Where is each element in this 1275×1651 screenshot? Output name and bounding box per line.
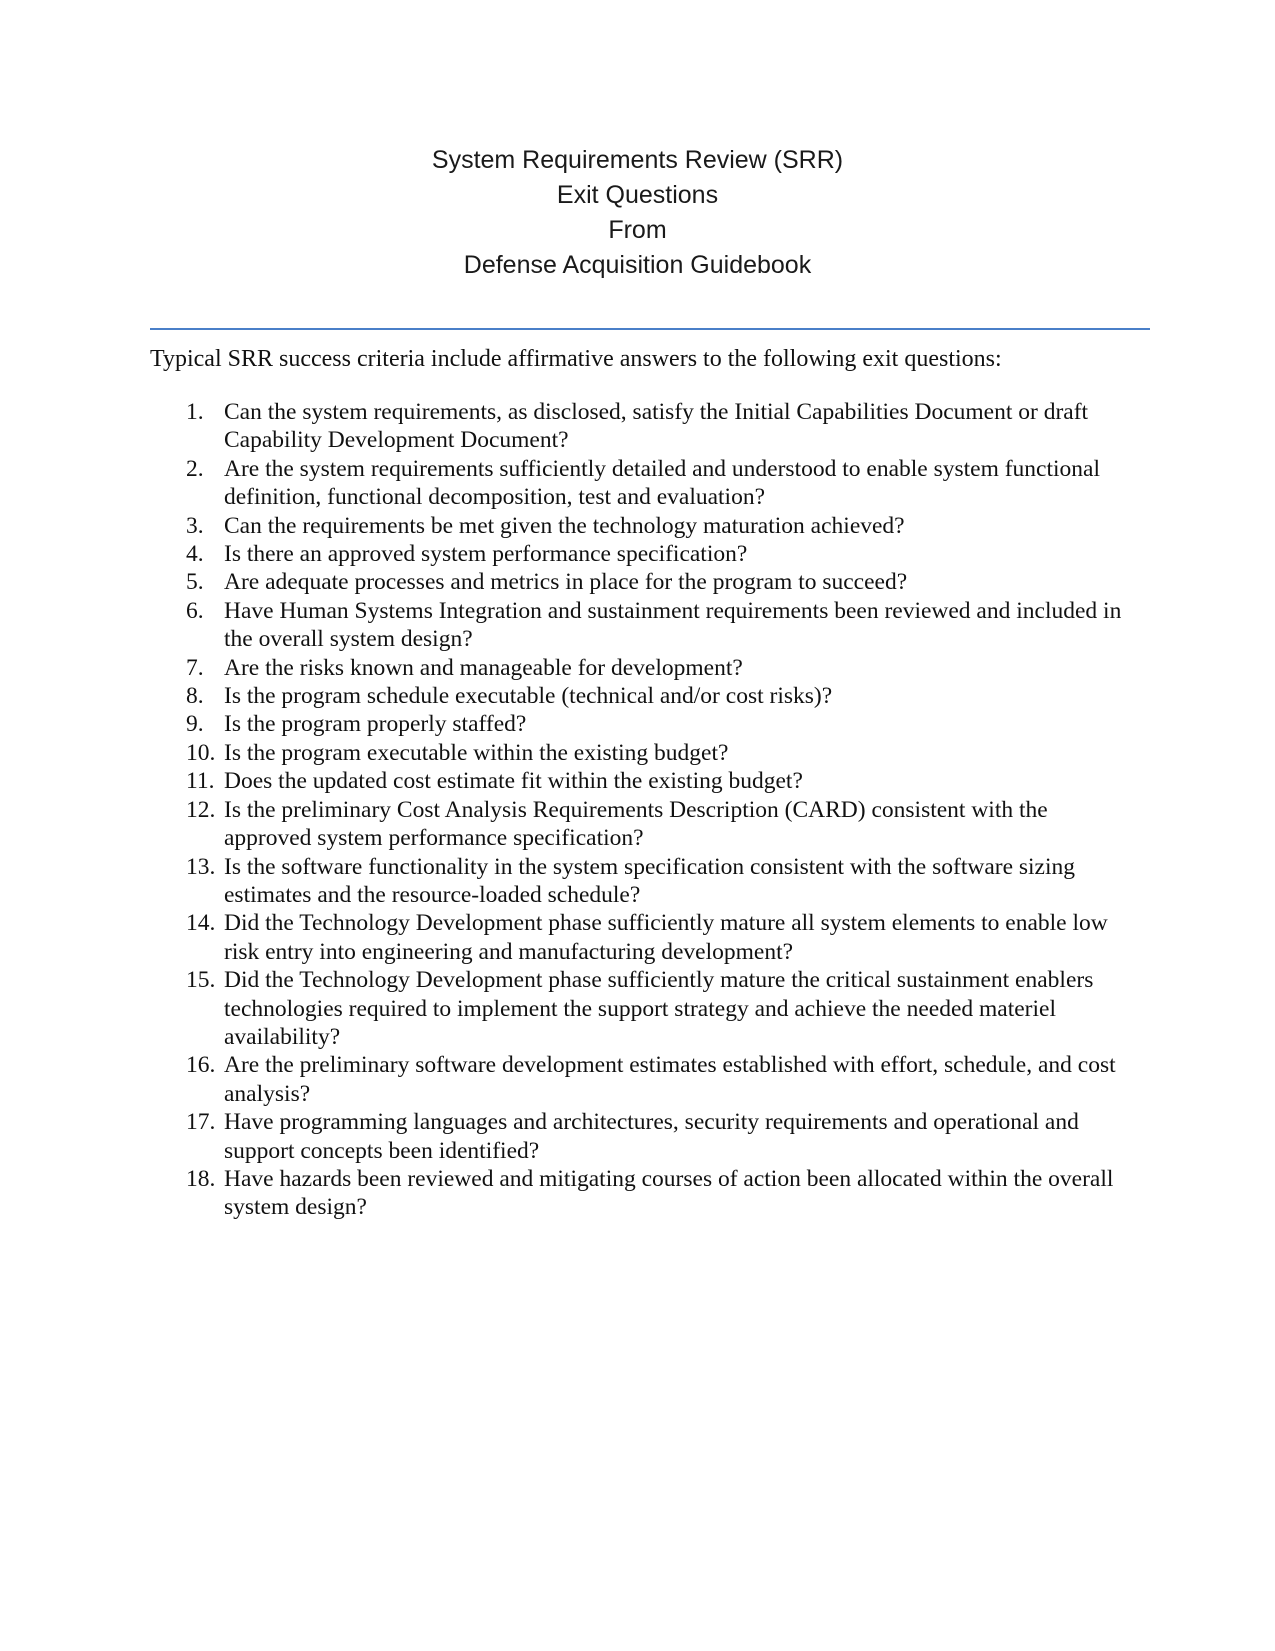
list-item-text: Is there an approved system performance specification? <box>224 541 748 568</box>
list-item-text: Have hazards been reviewed and mitigating courses of action been allocated within the overall system design? <box>224 1165 1114 1221</box>
list-item-text: Are the preliminary software development estimates established with effort, schedule, and cost analysis? <box>224 1052 1116 1107</box>
list-item <box>150 966 1130 1051</box>
list-item <box>150 540 1130 568</box>
list-item-number: 2. <box>186 455 204 482</box>
list-item-text: Is the program properly staffed? <box>224 711 527 738</box>
list-item <box>150 1108 1130 1165</box>
list-item-text: Are the system requirements sufficiently detailed and understood to enable system functional definition, functional decomposition, test and evaluation? <box>224 455 1101 511</box>
list-item <box>150 568 1130 596</box>
exit-questions-list <box>150 398 1130 1222</box>
title-divider <box>150 328 1150 330</box>
list-item-text: Are adequate processes and metrics in place for the program to succeed? <box>224 569 908 596</box>
list-item-number: 8. <box>186 683 204 710</box>
list-item-text: Is the program executable within the existing budget? <box>224 739 729 766</box>
list-item-number: 17. <box>186 1109 216 1136</box>
list-item-number: 1. <box>186 399 204 425</box>
list-item <box>150 597 1130 654</box>
list-item-number: 14. <box>186 910 216 937</box>
list-item <box>150 909 1130 966</box>
title-line: Exit Questions <box>556 181 719 209</box>
list-item-text: Can the requirements be met given the technology maturation achieved? <box>224 512 905 539</box>
title-line: From <box>608 216 667 244</box>
list-item <box>150 654 1130 682</box>
list-item-number: 10. <box>186 739 216 766</box>
title-line: Defense Acquisition Guidebook <box>463 251 812 279</box>
list-item-text: Is the program schedule executable (technical and/or cost risks)? <box>224 683 833 710</box>
list-item-text: Have Human Systems Integration and sustainment requirements been reviewed and included in the overall system design? <box>224 597 1122 653</box>
list-item-number: 15. <box>186 967 216 994</box>
list-item-text: Does the updated cost estimate fit within the existing budget? <box>224 768 803 795</box>
list-item-number: 5. <box>186 569 204 596</box>
list-item-number: 11. <box>186 768 215 795</box>
list-item-number: 12. <box>186 796 216 823</box>
list-item <box>150 796 1130 853</box>
list-item-text: Have programming languages and architectures, security requirements and operational and support concepts been identified? <box>224 1109 1079 1164</box>
title-line: System Requirements Review (SRR) <box>431 146 844 174</box>
list-item-text: Are the risks known and manageable for development? <box>224 654 743 681</box>
list-item-text: Can the system requirements, as disclosed, satisfy the Initial Capabilities Document or draft Capability Development Document? <box>224 399 1089 454</box>
list-item <box>150 455 1130 512</box>
list-item-text: Did the Technology Development phase sufficiently mature the critical sustainment enablers technologies required to implement the support strategy and achieve the needed materiel availability? <box>224 967 1094 1050</box>
list-item-text: Is the software functionality in the system specification consistent with the software sizing estimates and the resource-loaded schedule? <box>224 853 1076 908</box>
list-item <box>150 710 1130 738</box>
list-item <box>150 512 1130 540</box>
list-item-text: Is the preliminary Cost Analysis Requirements Description (CARD) consistent with the approved system performance specification? <box>224 796 1048 852</box>
list-item-text: Did the Technology Development phase sufficiently mature all system elements to enable low risk entry into engineering and manufacturing development? <box>224 910 1108 965</box>
list-item-number: 6. <box>186 597 204 624</box>
list-item <box>150 1165 1130 1222</box>
list-item-number: 9. <box>186 711 204 738</box>
list-item <box>150 853 1130 910</box>
list-item-number: 3. <box>186 512 204 539</box>
list-item <box>150 682 1130 710</box>
list-item-number: 18. <box>186 1165 216 1192</box>
list-item <box>150 1051 1130 1108</box>
document-title <box>0 143 1275 283</box>
list-item-number: 4. <box>186 541 204 568</box>
list-item <box>150 739 1130 767</box>
list-item-number: 13. <box>186 853 216 880</box>
intro-paragraph: Typical SRR success criteria include affirmative answers to the following exit questions: <box>150 346 1002 372</box>
list-item-number: 7. <box>186 654 204 681</box>
list-item <box>150 767 1130 795</box>
list-item-number: 16. <box>186 1052 216 1079</box>
list-item <box>150 398 1130 455</box>
